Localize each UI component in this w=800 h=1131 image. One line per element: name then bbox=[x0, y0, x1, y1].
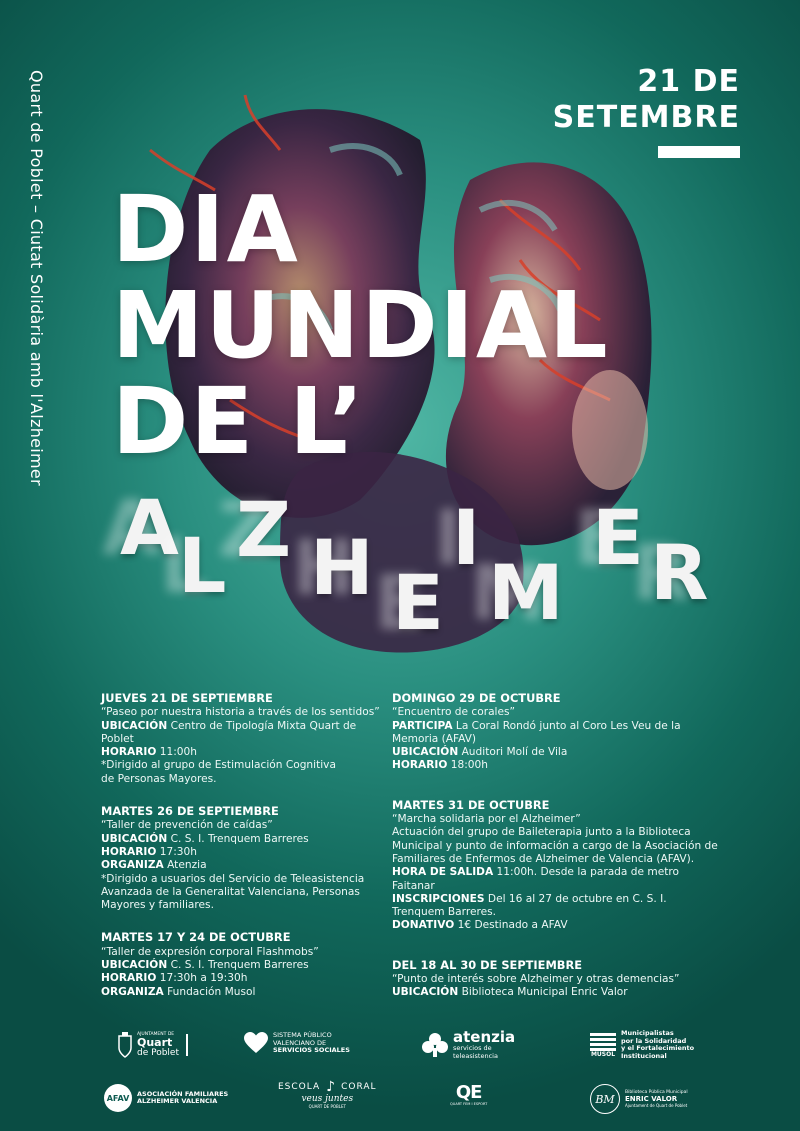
event-line: ORGANIZA Fundación Musol bbox=[101, 985, 256, 998]
side-vertical-text: Quart de Poblet – Ciutat Solidària amb l'Alzheimer bbox=[27, 70, 46, 486]
event-line: HORARIO 11:00h bbox=[101, 746, 197, 759]
event-date: DEL 18 AL 30 DE SEPTIEMBRE bbox=[392, 957, 583, 972]
event-line: Mayores y familiares. bbox=[101, 899, 214, 912]
logo-quart-de-poblet: AJUNTAMENT DE Quart de Poblet bbox=[118, 1032, 188, 1058]
sponsor-logos bbox=[0, 1018, 800, 1131]
event-line: Municipal y punto de información a cargo de la Asociación de bbox=[392, 839, 718, 852]
date-line-2: SETEMBRE bbox=[552, 100, 740, 135]
event-line: “Punto de interés sobre Alzheimer y otras demencias” bbox=[392, 973, 680, 986]
alz-letter-i: I bbox=[452, 493, 481, 582]
event-date: JUEVES 21 DE SEPTIEMBRE bbox=[101, 691, 273, 705]
event-line: “Taller de expresión corporal Flashmobs” bbox=[101, 945, 319, 958]
event-line: PARTICIPA La Coral Rondó junto al Coro Les Veu de la bbox=[392, 719, 681, 732]
title-line-2: MUNDIAL bbox=[112, 272, 610, 379]
alz-letter-m: M bbox=[488, 548, 564, 637]
event-line: INSCRIPCIONES Del 16 al 27 de octubre en C. S. I. bbox=[392, 892, 667, 905]
title-line-3: DE L’ bbox=[112, 368, 366, 475]
alz-letter-r: R bbox=[650, 528, 709, 617]
events-left-column bbox=[101, 692, 386, 1018]
date-line-1: 21 DE bbox=[637, 64, 740, 99]
event-line: Avanzada de la Generalitat Valenciana, Personas bbox=[101, 885, 360, 898]
alz-letter-e1: E bbox=[392, 558, 444, 647]
alz-letter-z: Z bbox=[236, 485, 292, 574]
event-line: UBICACIÓN C. S. I. Trenquem Barreres bbox=[101, 832, 309, 845]
event-date: MARTES 17 Y 24 DE OCTUBRE bbox=[101, 930, 291, 945]
event-item bbox=[392, 799, 722, 933]
event-line: HORARIO 18:00h bbox=[392, 759, 488, 772]
event-line: “Paseo por nuestra historia a través de los sentidos” bbox=[101, 706, 380, 719]
event-line: UBICACIÓN Biblioteca Municipal Enric Valor bbox=[392, 986, 628, 999]
event-date: DOMINGO 29 DE OCTUBRE bbox=[392, 691, 561, 705]
logo-atenzia: atenzia servicios de teleasistencia bbox=[422, 1030, 515, 1060]
event-line: Trenquem Barreres. bbox=[392, 906, 497, 919]
event-date: MARTES 26 DE SEPTIEMBRE bbox=[101, 804, 279, 819]
event-line: “Marcha solidaria por el Alzheimer” bbox=[392, 813, 581, 826]
title-line-1: DIA bbox=[112, 176, 300, 283]
coat-of-arms-icon bbox=[118, 1032, 132, 1058]
alz-letter-a: A bbox=[120, 483, 179, 572]
main-title bbox=[112, 176, 610, 475]
logo-biblioteca: BM Biblioteca Pública Municipal ENRIC VALOR Ajuntament de Quart de Poblet bbox=[590, 1084, 688, 1114]
event-line: de Personas Mayores. bbox=[101, 772, 217, 785]
event-line: *Dirigido a usuarios del Servicio de Teleasistencia bbox=[101, 872, 365, 885]
afav-badge: AFAV bbox=[104, 1084, 132, 1112]
event-line: *Dirigido al grupo de Estimulación Cognitiva bbox=[101, 759, 336, 772]
event-line: UBICACIÓN Auditori Molí de Vila bbox=[392, 746, 568, 759]
event-item bbox=[101, 805, 386, 912]
musol-stripes-icon bbox=[590, 1033, 616, 1051]
event-item bbox=[392, 959, 722, 1000]
alz-letter-l: L bbox=[178, 521, 227, 610]
music-note-icon: ♪ bbox=[326, 1079, 336, 1095]
event-line: ORGANIZA Atenzia bbox=[101, 859, 207, 872]
logo-musol: MUSOL Municipalistas por la Solidaridad y el Fortalecimiento Institucional bbox=[590, 1029, 695, 1060]
heart-icon bbox=[244, 1032, 268, 1054]
event-line: Familiares de Enfermos de Alzheimer de Valencia (AFAV). bbox=[392, 852, 695, 865]
event-line: “Taller de prevención de caídas” bbox=[101, 819, 273, 832]
atenzia-flower-icon bbox=[422, 1032, 448, 1058]
alz-letter-e2: E bbox=[592, 493, 644, 582]
event-line: HORA DE SALIDA 11:00h. Desde la parada de metro Faitanar bbox=[392, 866, 679, 892]
event-line: “Encuentro de corales” bbox=[392, 706, 516, 719]
event-line: UBICACIÓN Centro de Tipología Mixta Quart de Poblet bbox=[101, 719, 357, 745]
alz-letter-h: H bbox=[310, 523, 374, 612]
event-item bbox=[101, 931, 386, 998]
bm-badge: BM bbox=[590, 1084, 620, 1114]
event-line: HORARIO 17:30h bbox=[101, 845, 197, 858]
event-line: DONATIVO 1€ Destinado a AFAV bbox=[392, 919, 568, 932]
logo-servicios-sociales: SISTEMA PÚBLICO VALENCIANO DE SERVICIOS SOCIALES bbox=[244, 1032, 350, 1055]
logo-escola-coral: ESCOLA ♪ CORAL veus juntes QUART DE POBLET bbox=[278, 1079, 377, 1109]
event-line: HORARIO 17:30h a 19:30h bbox=[101, 972, 248, 985]
logo-qe: QE QUART FEM I ESPORT bbox=[450, 1082, 488, 1106]
events-right-column bbox=[392, 692, 722, 1019]
event-line: Memoria (AFAV) bbox=[392, 732, 477, 745]
event-item bbox=[101, 692, 386, 786]
logo-afav: AFAV ASOCIACIÓN FAMILIARES ALZHEIMER VALENCIA bbox=[104, 1084, 228, 1112]
event-line: Actuación del grupo de Baileterapia junto a la Biblioteca bbox=[392, 826, 691, 839]
event-line: UBICACIÓN C. S. I. Trenquem Barreres bbox=[101, 959, 309, 972]
event-item bbox=[392, 692, 722, 773]
event-date: MARTES 31 DE OCTUBRE bbox=[392, 797, 550, 812]
